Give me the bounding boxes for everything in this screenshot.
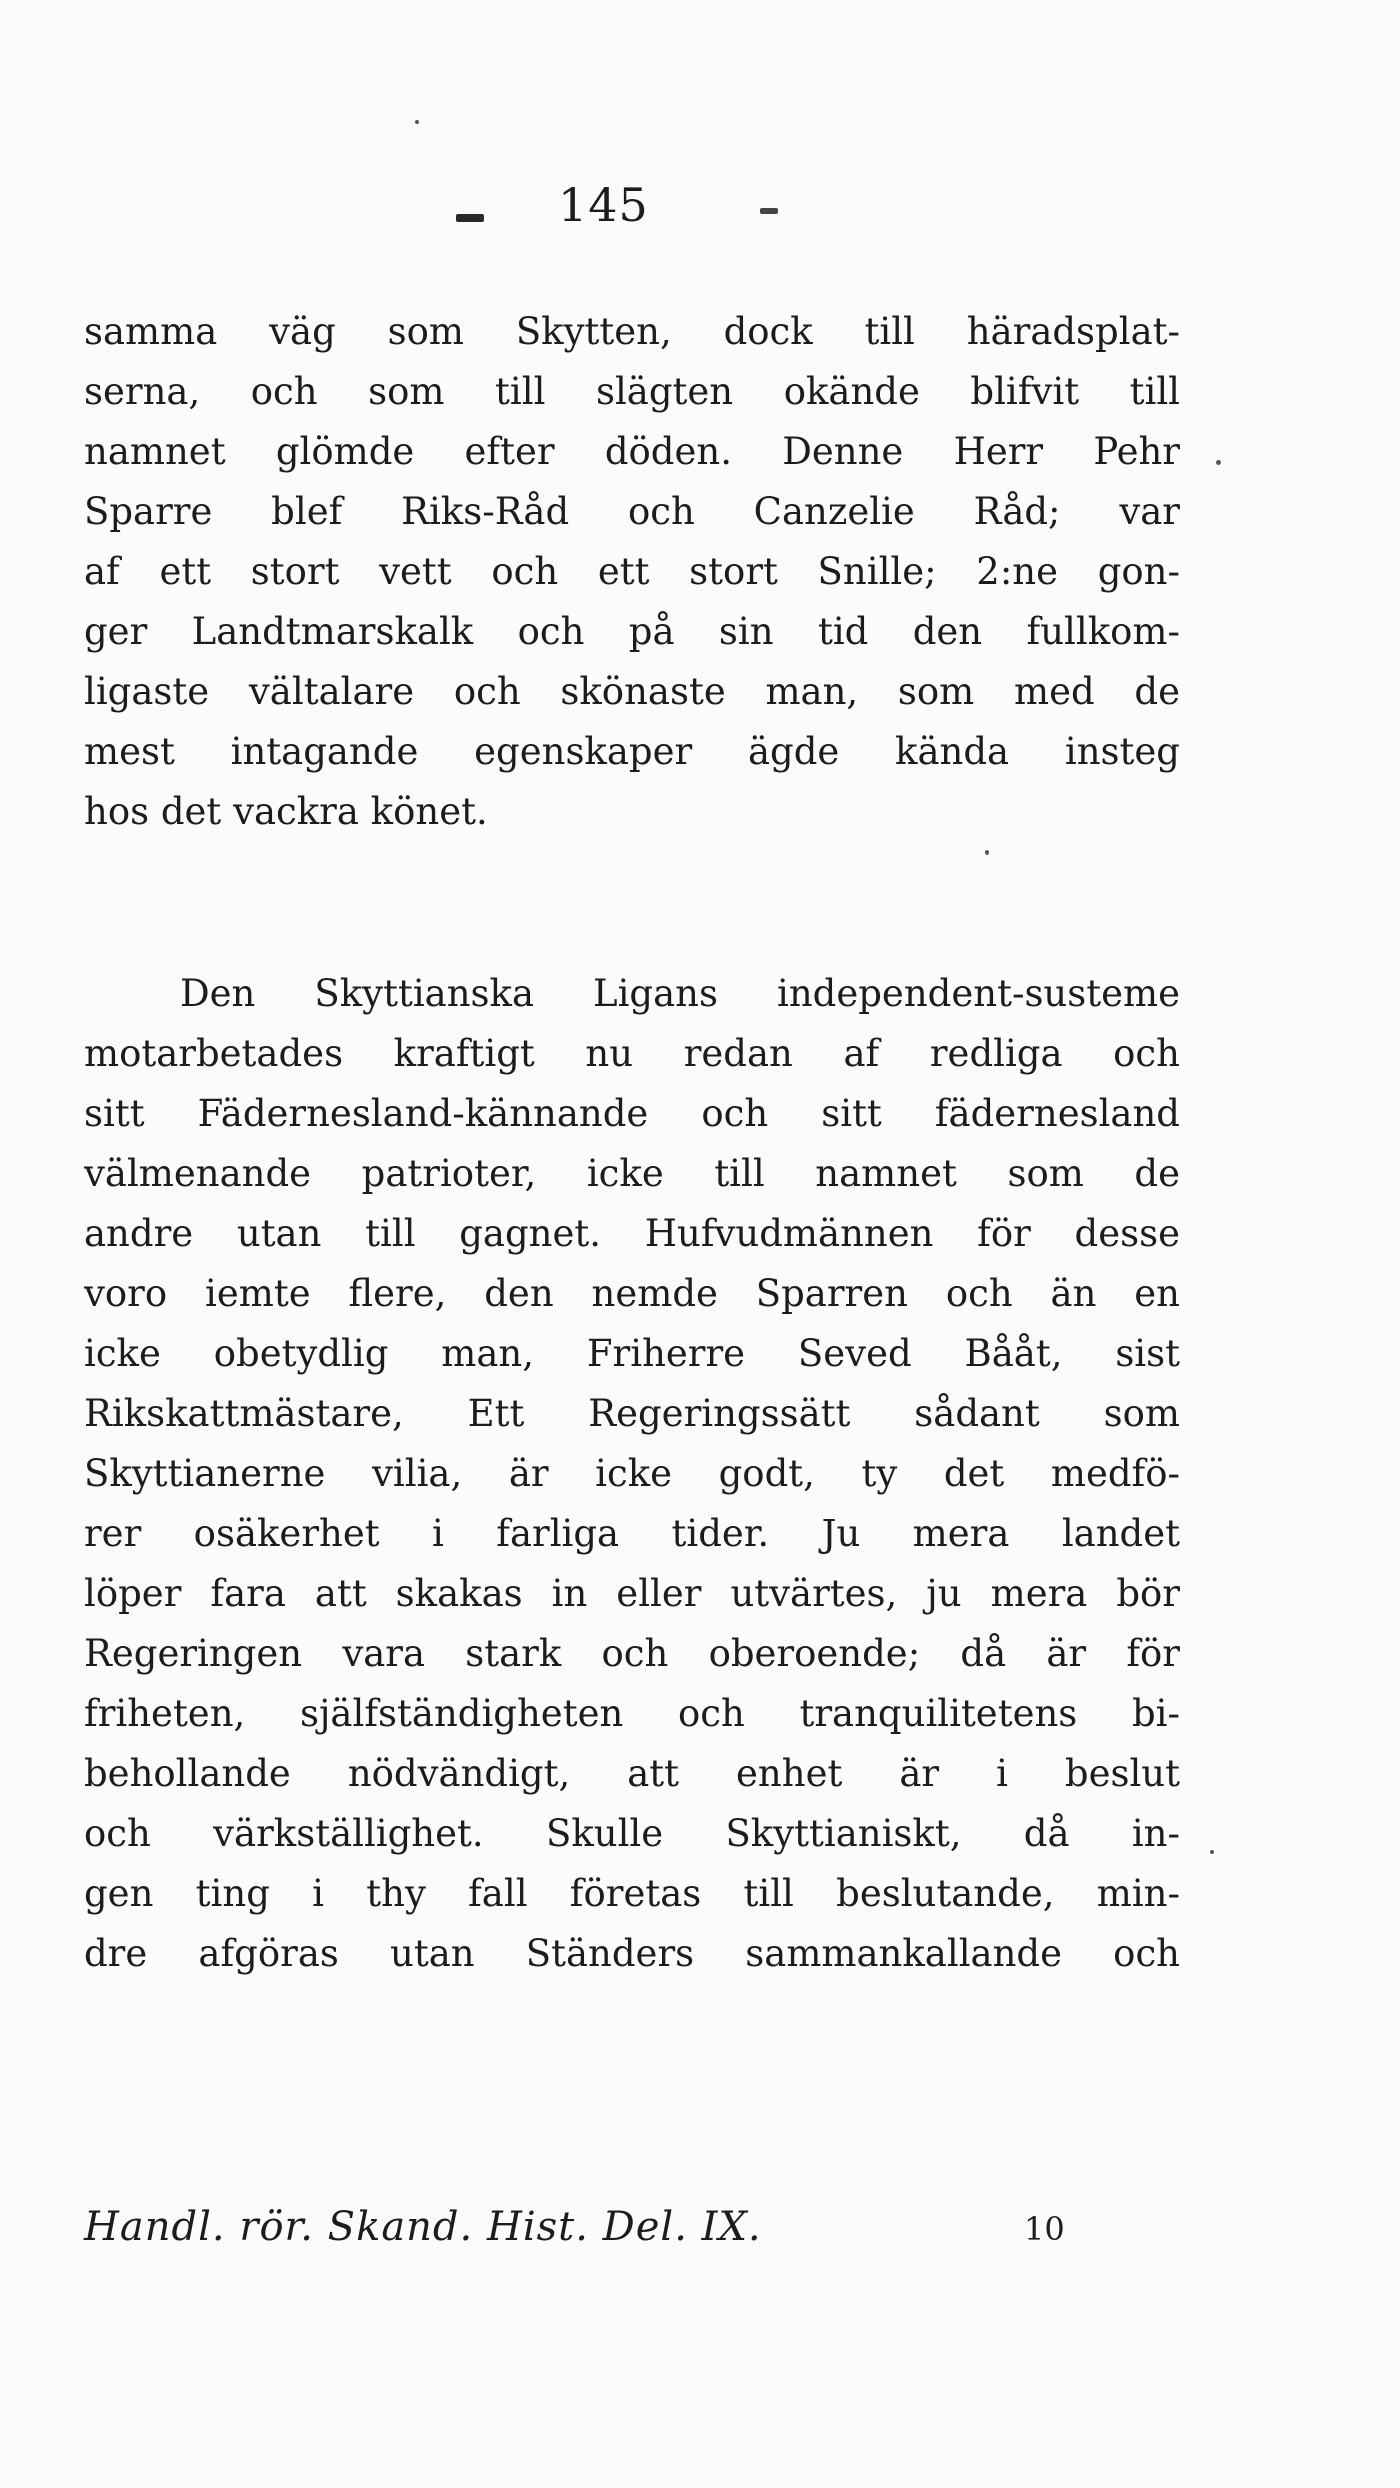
text-line: behollande nödvändigt, att enhet är i beslut <box>84 1752 1180 1795</box>
text-line: icke obetydlig man, Friherre Seved Bååt, sist <box>84 1332 1180 1375</box>
text-line: ger Landtmarskalk och på sin tid den fullkom- <box>84 610 1180 653</box>
text-line: af ett stort vett och ett stort Snille; 2:ne gon- <box>84 550 1180 593</box>
text-line: samma väg som Skytten, dock till häradsplat- <box>84 310 1180 353</box>
text-line: voro iemte flere, den nemde Sparren och än en <box>84 1272 1180 1315</box>
print-speck <box>1210 1850 1214 1854</box>
paragraph-2 <box>84 964 1180 1984</box>
text-line: löper fara att skakas in eller utvärtes, ju mera bör <box>84 1572 1180 1615</box>
signature-number: 10 <box>1024 2210 1065 2248</box>
text-line: gen ting i thy fall företas till beslutande, min- <box>84 1872 1180 1915</box>
print-speck <box>415 120 419 124</box>
text-line: välmenande patrioter, icke till namnet som de <box>84 1152 1180 1195</box>
page-header <box>0 178 1400 258</box>
page-number: 145 <box>558 178 649 232</box>
page-footer <box>84 2204 1184 2274</box>
text-line: namnet glömde efter döden. Denne Herr Pehr <box>84 430 1180 473</box>
text-line: friheten, själfständigheten och tranquilitetens bi- <box>84 1692 1180 1735</box>
text-line: sitt Fädernesland-kännande och sitt fädernesland <box>84 1092 1180 1135</box>
ornament-mark <box>760 208 778 214</box>
signature-line: Handl. rör. Skand. Hist. Del. IX. <box>84 2204 762 2250</box>
text-line: mest intagande egenskaper ägde kända insteg <box>84 730 1180 773</box>
text-line: ligaste vältalare och skönaste man, som med de <box>84 670 1180 713</box>
paragraph-1 <box>84 302 1180 842</box>
text-line: andre utan till gagnet. Hufvudmännen för desse <box>84 1212 1180 1255</box>
text-line: dre afgöras utan Ständers sammankallande och <box>84 1932 1180 1975</box>
text-line: motarbetades kraftigt nu redan af redliga och <box>84 1032 1180 1075</box>
print-speck <box>1216 460 1221 465</box>
text-line: Rikskattmästare, Ett Regeringssätt sådant som <box>84 1392 1180 1435</box>
text-line: hos det vackra könet. <box>84 790 488 833</box>
text-line: serna, och som till slägten okände blifvit till <box>84 370 1180 413</box>
print-speck <box>985 850 989 855</box>
text-line: Skyttianerne vilia, är icke godt, ty det medfö- <box>84 1452 1180 1495</box>
text-line: Den Skyttianska Ligans independent-susteme <box>180 972 1180 1015</box>
ornament-mark <box>456 214 484 222</box>
text-line: Regeringen vara stark och oberoende; då är för <box>84 1632 1180 1675</box>
text-line: och värkställighet. Skulle Skyttianiskt, då in- <box>84 1812 1180 1855</box>
text-line: Sparre blef Riks-Råd och Canzelie Råd; var <box>84 490 1180 533</box>
text-line: rer osäkerhet i farliga tider. Ju mera landet <box>84 1512 1180 1555</box>
